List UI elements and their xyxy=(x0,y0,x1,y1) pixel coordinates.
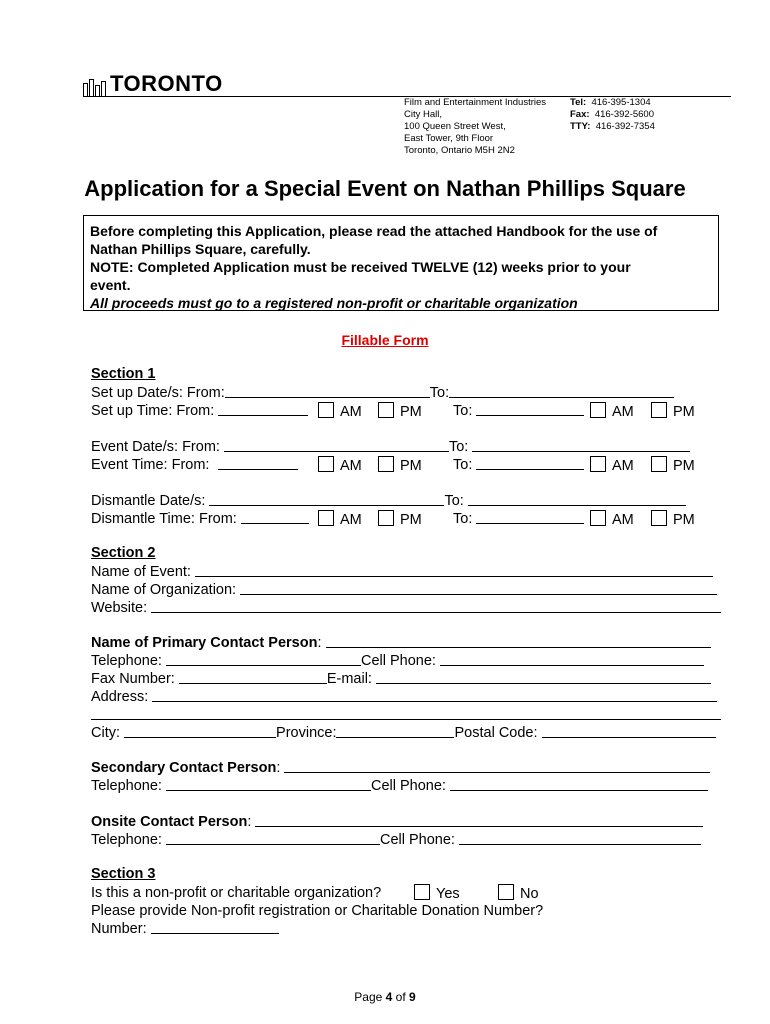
setup-dates-label: Set up Date/s: From: xyxy=(91,385,225,401)
dismantle-from-pm-checkbox[interactable] xyxy=(378,510,394,526)
primary-fax-row xyxy=(91,670,711,688)
city-hall-logo-icon xyxy=(83,71,107,97)
dismantle-to-am xyxy=(590,510,634,529)
page-number xyxy=(0,990,770,1004)
dismantle-to-pm-checkbox[interactable] xyxy=(651,510,667,526)
event-time-to xyxy=(453,456,584,474)
event-to-am-checkbox[interactable] xyxy=(590,456,606,472)
dismantle-from-pm xyxy=(378,510,422,529)
onsite-contact-field[interactable] xyxy=(255,813,703,827)
event-dates-row xyxy=(91,438,690,456)
event-time-row xyxy=(91,456,298,474)
address-line2-field[interactable] xyxy=(91,706,721,720)
registration-number-field[interactable] xyxy=(151,920,279,934)
number-row xyxy=(91,920,279,938)
event-name-field[interactable] xyxy=(195,563,713,577)
event-date-to-field[interactable] xyxy=(472,438,690,452)
secondary-phone-row xyxy=(91,777,708,795)
address-line: Toronto, Ontario M5H 2N2 xyxy=(404,145,515,156)
onsite-cell-field[interactable] xyxy=(459,831,701,845)
dismantle-time-to xyxy=(453,510,584,528)
of-label: of xyxy=(395,990,406,1004)
current-page: 4 xyxy=(385,990,393,1004)
dismantle-time-row xyxy=(91,510,309,528)
fillable-form-link[interactable]: Fillable Form xyxy=(341,332,429,348)
address-line: 100 Queen Street West, xyxy=(404,121,506,132)
yes-label: Yes xyxy=(436,886,460,902)
dismantle-time-label: Dismantle Time: From: xyxy=(91,511,237,527)
tty-value: 416-392-7354 xyxy=(595,121,655,132)
section1-heading: Section 1 xyxy=(91,366,156,382)
office-contact xyxy=(570,97,655,133)
total-pages: 9 xyxy=(409,990,416,1004)
colon: : xyxy=(247,814,252,830)
event-from-am xyxy=(318,456,362,475)
event-from-am-checkbox[interactable] xyxy=(318,456,334,472)
notice-line: All proceeds must go to a registered non-profit or charitable organization xyxy=(90,295,578,311)
onsite-telephone-field[interactable] xyxy=(166,831,380,845)
org-name-field[interactable] xyxy=(240,581,717,595)
notice-line: Nathan Phillips Square, carefully. xyxy=(90,241,311,257)
event-to-pm xyxy=(651,456,695,475)
event-to-am xyxy=(590,456,634,475)
to-label: To: xyxy=(444,493,464,509)
notice-line: event. xyxy=(90,277,131,293)
section3-heading: Section 3 xyxy=(91,866,156,882)
address-line2-row xyxy=(91,706,721,724)
notice-box xyxy=(83,215,719,311)
city-field[interactable] xyxy=(124,724,276,738)
telephone-label: Telephone: xyxy=(91,778,162,794)
telephone-label: Telephone: xyxy=(91,832,162,848)
postal-code-label: Postal Code: xyxy=(454,725,538,741)
logo-text: TORONTO xyxy=(110,71,223,96)
am-label: AM xyxy=(612,404,634,420)
event-name-label: Name of Event: xyxy=(91,564,191,580)
event-time-from-field[interactable] xyxy=(218,456,298,470)
secondary-contact-row xyxy=(91,759,710,777)
pm-label: PM xyxy=(673,404,695,420)
to-label: To: xyxy=(429,385,450,401)
setup-from-pm-checkbox[interactable] xyxy=(378,402,394,418)
setup-to-pm xyxy=(651,402,695,421)
primary-telephone-field[interactable] xyxy=(166,652,361,666)
dismantle-date-from-field[interactable] xyxy=(209,492,444,506)
event-time-label: Event Time: From: xyxy=(91,457,210,473)
setup-from-pm xyxy=(378,402,422,421)
to-label: To: xyxy=(453,403,473,419)
cell-phone-label: Cell Phone: xyxy=(379,832,455,848)
secondary-contact-field[interactable] xyxy=(284,759,710,773)
dismantle-from-am xyxy=(318,510,362,529)
email-field[interactable] xyxy=(376,670,711,684)
setup-time-from-field[interactable] xyxy=(218,402,308,416)
address-row xyxy=(91,688,717,706)
am-label: AM xyxy=(340,512,362,528)
cell-phone-label: Cell Phone: xyxy=(360,653,436,669)
to-label: To: xyxy=(448,439,469,455)
secondary-telephone-field[interactable] xyxy=(166,777,371,791)
nonprofit-no-checkbox[interactable] xyxy=(498,884,514,900)
setup-date-to-field[interactable] xyxy=(449,384,674,398)
notice-line: NOTE: Completed Application must be received TWELVE (12) weeks prior to your xyxy=(90,259,631,275)
dismantle-from-am-checkbox[interactable] xyxy=(318,510,334,526)
address-label: Address: xyxy=(91,689,149,705)
email-label: E-mail: xyxy=(326,671,372,687)
event-dates-label: Event Date/s: From: xyxy=(91,439,220,455)
pm-label: PM xyxy=(400,404,422,420)
dismantle-time-from-field[interactable] xyxy=(241,510,309,524)
setup-time-label: Set up Time: From: xyxy=(91,403,215,419)
telephone-label: Telephone: xyxy=(91,653,162,669)
dismantle-to-am-checkbox[interactable] xyxy=(590,510,606,526)
province-field[interactable] xyxy=(336,724,454,738)
registration-prompt: Please provide Non-profit registration or Charitable Donation Number? xyxy=(91,903,544,919)
fax-label: Fax: xyxy=(570,109,590,120)
city-label: City: xyxy=(91,725,120,741)
event-from-pm-checkbox[interactable] xyxy=(378,456,394,472)
dismantle-date-to-field[interactable] xyxy=(468,492,686,506)
to-label: To: xyxy=(453,457,473,473)
fax-value: 416-392-5600 xyxy=(594,109,654,120)
setup-to-am xyxy=(590,402,634,421)
address-line: Film and Entertainment Industries xyxy=(404,97,547,108)
website-row xyxy=(91,599,721,617)
number-label: Number: xyxy=(91,921,147,937)
nonprofit-question: Is this a non-profit or charitable organization? xyxy=(91,885,382,901)
setup-time-to xyxy=(453,402,584,420)
pm-label: PM xyxy=(400,512,422,528)
am-label: AM xyxy=(340,404,362,420)
fax-number-label: Fax Number: xyxy=(91,671,175,687)
nonprofit-yes-checkbox[interactable] xyxy=(414,884,430,900)
province-label: Province: xyxy=(276,725,337,741)
to-label: To: xyxy=(453,511,473,527)
pm-label: PM xyxy=(400,458,422,474)
section2-heading: Section 2 xyxy=(91,545,156,561)
dismantle-dates-row xyxy=(91,492,686,510)
am-label: AM xyxy=(340,458,362,474)
event-from-pm xyxy=(378,456,422,475)
onsite-phone-row xyxy=(91,831,701,849)
secondary-contact-label: Secondary Contact Person xyxy=(91,760,277,776)
dismantle-time-to-field[interactable] xyxy=(476,510,584,524)
setup-time-row xyxy=(91,402,308,420)
event-date-from-field[interactable] xyxy=(224,438,449,452)
colon: : xyxy=(317,635,322,651)
office-address xyxy=(404,97,546,157)
pm-label: PM xyxy=(673,512,695,528)
onsite-contact-label: Onsite Contact Person xyxy=(91,814,248,830)
postal-code-field[interactable] xyxy=(542,724,716,738)
setup-to-am-checkbox[interactable] xyxy=(590,402,606,418)
org-name-row xyxy=(91,581,717,599)
setup-from-ampm xyxy=(318,402,362,421)
pm-label: PM xyxy=(673,458,695,474)
primary-contact-field[interactable] xyxy=(326,634,711,648)
address-line: East Tower, 9th Floor xyxy=(404,133,494,144)
website-label: Website: xyxy=(91,600,148,616)
nonprofit-no xyxy=(498,884,539,903)
nonprofit-yes xyxy=(414,884,460,903)
city-row xyxy=(91,724,716,742)
dismantle-dates-label: Dismantle Date/s: xyxy=(91,493,206,509)
secondary-cell-field[interactable] xyxy=(450,777,708,791)
toronto-logo xyxy=(83,71,223,97)
setup-from-am-checkbox[interactable] xyxy=(318,402,334,418)
setup-date-from-field[interactable] xyxy=(225,384,430,398)
primary-phone-row xyxy=(91,652,704,670)
website-field[interactable] xyxy=(151,599,721,613)
colon: : xyxy=(276,760,281,776)
no-label: No xyxy=(520,886,539,902)
primary-contact-label: Name of Primary Contact Person xyxy=(91,635,318,651)
notice-line: Before completing this Application, please read the attached Handbook for the use of xyxy=(90,223,658,239)
cell-phone-label: Cell Phone: xyxy=(370,778,446,794)
onsite-contact-row xyxy=(91,813,703,831)
tel-label: Tel: xyxy=(570,97,587,108)
am-label: AM xyxy=(612,458,634,474)
primary-contact-row xyxy=(91,634,711,652)
event-to-pm-checkbox[interactable] xyxy=(651,456,667,472)
setup-time-to-field[interactable] xyxy=(476,402,584,416)
setup-to-pm-checkbox[interactable] xyxy=(651,402,667,418)
address-field[interactable] xyxy=(152,688,717,702)
event-name-row xyxy=(91,563,713,581)
am-label: AM xyxy=(612,512,634,528)
address-line: City Hall, xyxy=(404,109,443,120)
primary-cell-field[interactable] xyxy=(440,652,704,666)
event-time-to-field[interactable] xyxy=(476,456,584,470)
page-label: Page xyxy=(354,990,383,1004)
setup-dates-row xyxy=(91,384,674,402)
dismantle-to-pm xyxy=(651,510,695,529)
page-title: Application for a Special Event on Nathan Phillips Square xyxy=(84,176,686,201)
tty-label: TTY: xyxy=(570,121,591,132)
tel-value: 416-395-1304 xyxy=(591,97,651,108)
fax-number-field[interactable] xyxy=(179,670,327,684)
org-name-label: Name of Organization: xyxy=(91,582,237,598)
